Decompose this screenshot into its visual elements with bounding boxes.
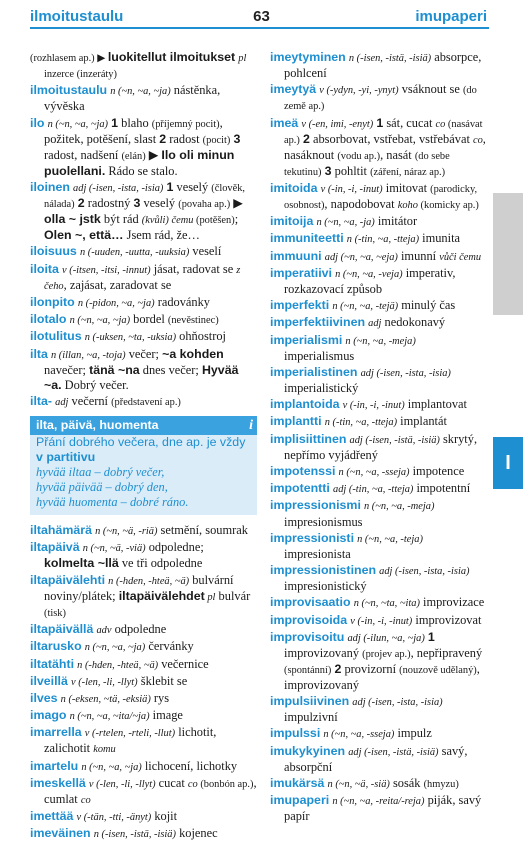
headword: improvisoitu: [270, 629, 345, 644]
headword: ilotalo: [30, 312, 67, 327]
entry-imperialistinen: imperialistinen adj (-isen, -ista, -isia) imperialistický: [270, 364, 451, 395]
headword: ilmoitustaulu: [30, 83, 108, 98]
entry-ilta-prefix: ilta- adj večerní (představení ap.): [30, 393, 181, 408]
entry-ilveilla: ilveillä v (-len, -li, -llyt) šklebit se: [30, 673, 188, 688]
entry-impotentti: impotentti adj (-tin, ~a, -tteja) impotentní: [270, 481, 471, 496]
entry-imettaa: imettää v (-tän, -tti, -änyt) kojit: [30, 809, 178, 824]
headword: imeytyminen: [270, 50, 346, 64]
headword: impulsiivinen: [270, 694, 350, 709]
headword: implantti: [270, 414, 322, 429]
entry-imeytyminen: imeytyminen n (-isen, -istä, -isiä) absorpce, pohlcení: [270, 50, 482, 81]
headword: impressionismi: [270, 498, 361, 513]
header-first-entry: ilmoitustaulu: [30, 8, 124, 25]
entry-improvisoida: improvisoida v (-in, -i, -inut) improvizovat: [270, 612, 482, 627]
headword: iloinen: [30, 179, 70, 194]
info-icon: i: [249, 417, 253, 433]
entry-iltapaiva: iltapäivä n (~n, ~ä, -viä) odpoledne; kolmelta ~llä ve tři odpoledne: [30, 540, 204, 571]
headword: improvisoida: [270, 612, 348, 627]
headword: iltapäivällä: [30, 622, 94, 637]
headword: impotenssi: [270, 463, 336, 478]
headword: ilves: [30, 690, 58, 705]
headword: iltapäivälehti: [30, 572, 106, 587]
headword: ilotulitus: [30, 329, 82, 344]
entry-imarrella: imarrella v (-rtelen, -rteli, -llut) lichotit, zalichotit komu: [30, 725, 217, 756]
headword: imeväinen: [30, 826, 91, 841]
entry-imitoija: imitoija n (~n, ~a, -ja) imitátor: [270, 214, 418, 229]
headword: ilta: [30, 346, 48, 361]
page-number: 63: [253, 8, 270, 25]
entry-iltapaivalehti: iltapäivälehti n (-hden, -hteä, ~ä) bulvární noviny/plátek; iltapäivälehdet pl bulvár (tisk): [30, 572, 251, 619]
entry-ilves: ilves n (-eksen, ~tä, -eksiä) rys: [30, 690, 170, 705]
entry-implantti: implantti n (-tin, ~a, -tteja) implantát: [270, 414, 447, 429]
headword: ilta-: [30, 393, 53, 408]
entry-imperatiivi: imperatiivi n (~n, ~a, -veja) imperativ, rozkazovací způsob: [270, 265, 456, 296]
entry-impressionismi: impressionismi n (~n, ~a, -meja) impresionismus: [270, 498, 435, 529]
headword: iltarusko: [30, 639, 82, 654]
entry-ilonpito: ilonpito n (-pidon, ~a, ~ja) radovánky: [30, 294, 211, 309]
entry-imperialismi: imperialismi n (~n, ~a, -meja) imperialismus: [270, 332, 416, 363]
entry-ilotulitus: ilotulitus n (-uksen, ~ta, -uksia) ohňostroj: [30, 329, 226, 344]
entry-iloita: iloita v (-itsen, -itsi, -innut) jásat, radovat se z čeho, zajásat, zaradovat se: [30, 261, 241, 292]
headword: iltatähti: [30, 656, 75, 671]
entry-imevainen: imeväinen n (-isen, -istä, -isiä) kojenec: [30, 826, 218, 841]
entry-imukarsa: imukärsä n (~n, ~ä, -siä) sosák (hmyzu): [270, 775, 459, 790]
entry-imea: imeä v (-en, imi, -enyt) 1 sát, cucat co (nasávat ap.) 2 absorbovat, vstřebat, vstřebávat co, nasáknout (vodu ap.), nasát (do sebe tekutinu) 3 pohltit (záření, náraz ap.): [270, 115, 486, 178]
entry-imeskella: imeskellä v (-len, -li, -llyt) cucat co (bonbón ap.), cumlat co: [30, 775, 257, 806]
entry-iloisuus: iloisuus n (-uuden, -uutta, -uuksia) veselí: [30, 244, 222, 259]
headword: immuniteetti: [270, 231, 344, 246]
entry-imupaperi: imupaperi n (~n, ~a, -reita/-reja) piják, savý papír: [270, 793, 482, 824]
thumb-index-letter: I: [493, 437, 523, 489]
headword: implantoida: [270, 397, 340, 412]
entry-imeytya: imeytyä v (-ydyn, -yi, -ynyt) vsáknout se (do země ap.): [270, 82, 477, 113]
headword: imarrella: [30, 725, 82, 740]
entry-iltahamara: iltahämärä n (~n, ~ä, -riä) setmění, soumrak: [30, 523, 248, 538]
usage-note-title: ilta, päivä, huomenta i: [30, 416, 257, 435]
headword: impressionistinen: [270, 563, 377, 578]
entry-improvisaatio: improvisaatio n (~n, ~ta, ~ita) improvizace: [270, 595, 485, 610]
entry-implantoida: implantoida v (-in, -i, -inut) implantovat: [270, 397, 467, 412]
headword: implisiittinen: [270, 431, 347, 446]
headword: imperatiivi: [270, 265, 332, 280]
headword: imukykyinen: [270, 743, 346, 758]
right-column: [270, 50, 489, 825]
usage-note-box: [30, 416, 257, 515]
headword: iloisuus: [30, 244, 77, 259]
entry-imago: imago n (~n, ~a, ~ita/~ja) image: [30, 708, 183, 723]
headword: imeä: [270, 115, 299, 130]
headword: impotentti: [270, 481, 330, 496]
headword: ilo: [30, 115, 45, 130]
headword: impulssi: [270, 726, 321, 741]
entry-ilotalo: ilotalo n (~n, ~a, ~ja) bordel (nevěstinec): [30, 312, 219, 327]
entry-ilta: ilta n (illan, ~a, -toja) večer; ~a kohden navečer; tänä ~na dnes večer; Hyvää ~a. Dobrý večer.: [30, 346, 239, 392]
entry-ilmoitustaulu: ilmoitustaulu n (~n, ~a, ~ja) nástěnka, vývěska: [30, 83, 221, 114]
entry-iltatahti: iltatähti n (-hden, -hteä, ~ä) večernice: [30, 656, 209, 671]
entry-immuniteetti: immuniteetti n (-tin, ~a, -tteja) imunita: [270, 231, 461, 246]
entry-imartelu: imartelu n (~n, ~a, ~ja) lichocení, lichotky: [30, 758, 238, 773]
headword: impressionisti: [270, 530, 355, 545]
headword: imeytyä: [270, 82, 317, 97]
headword: imitoida: [270, 180, 318, 195]
headword: imettää: [30, 809, 74, 824]
entry-imukykyinen: imukykyinen adj (-isen, -istä, -isiä) savý, absorpční: [270, 743, 468, 774]
entry-iloinen: iloinen adj (-isen, -ista, -isia) 1 veselý (člověk, nálada) 2 radostný 3 veselý (povaha ap.) ▶ olla ~ jstk být rád (kvůli) čemu (potěšen); Olen ~, että… Jsem rád, že…: [30, 179, 246, 243]
headword: imago: [30, 708, 67, 723]
headword: iltahämärä: [30, 523, 92, 538]
entry-improvisoitu: improvisoitu adj (-ilun, ~a, ~ja) 1 improvizovaný (projev ap.), nepřipravený (spontánní) 2 provizorní (nouzově udělaný), improvizovaný: [270, 629, 483, 692]
headword: imperfektiivinen: [270, 315, 366, 330]
entry-impressionistinen: impressionistinen adj (-isen, -ista, -isia) impresionistický: [270, 563, 470, 594]
entry-impulsiivinen: impulsiivinen adj (-isen, -ista, -isia) impulzivní: [270, 694, 443, 725]
left-column: [30, 50, 257, 844]
headword: imperfekti: [270, 298, 330, 313]
headword: imartelu: [30, 758, 79, 773]
headword: ilveillä: [30, 673, 68, 688]
entry-imperfekti: imperfekti n (~n, ~a, -tejä) minulý čas: [270, 298, 456, 313]
headword: immuuni: [270, 248, 322, 263]
page-header: [0, 0, 523, 46]
entry-implisiittinen: implisiittinen adj (-isen, -istä, -isiä) skrytý, nepřímo vyjádřený: [270, 431, 478, 462]
entry-impotenssi: impotenssi n (~n, ~a, -sseja) impotence: [270, 463, 465, 478]
entry-impressionisti: impressionisti n (~n, ~a, -teja) impresionista: [270, 530, 423, 561]
entry-impulssi: impulssi n (~n, ~a, -sseja) impulz: [270, 726, 432, 741]
headword: imeskellä: [30, 775, 86, 790]
entry-iltapaivalla: iltapäivällä adv odpoledne: [30, 622, 167, 637]
header-rule: [30, 27, 489, 29]
entry-immuuni: immuuni adj (~n, ~a, ~eja) imunní vůči čemu: [270, 248, 482, 263]
headword: imupaperi: [270, 793, 330, 808]
entry-ilo: ilo n (~n, ~a, ~ja) 1 blaho (příjemný pocit), požitek, potěšení, slast 2 radost (pocit) 3 radost, nadšení (elán) ▶ Ilo oli minun puolellani. Rádo se stalo.: [30, 115, 241, 178]
headword: ilonpito: [30, 294, 75, 309]
headword: improvisaatio: [270, 595, 351, 610]
entry-imperfektiivinen: imperfektiivinen adj nedokonavý: [270, 315, 446, 330]
usage-note-body: Přání dobrého večera, dne ap. je vždy v partitivu hyvää iltaa – dobrý večer, hyvää päivää – dobrý den, hyvää huomenta – dobré ráno.: [36, 434, 246, 510]
headword: iltapäivä: [30, 540, 80, 555]
headword: iloita: [30, 261, 59, 276]
headword: imukärsä: [270, 775, 325, 790]
entry-iltarusko: iltarusko n (~n, ~a, ~ja) červánky: [30, 639, 194, 654]
entry-imitoida: imitoida v (-in, -i, -inut) imitovat (parodicky, osobnost), napodobovat koho (komicky ap.): [270, 180, 479, 211]
headword: imitoija: [270, 214, 314, 229]
thumb-index: [493, 193, 523, 474]
entry-continuation: (rozhlasem ap.) ▶ luokitellut ilmoitukset pl inzerce (inzeráty): [30, 50, 247, 81]
header-last-entry: imupaperi: [415, 8, 487, 25]
headword: imperialismi: [270, 332, 343, 347]
headword: imperialistinen: [270, 364, 358, 379]
